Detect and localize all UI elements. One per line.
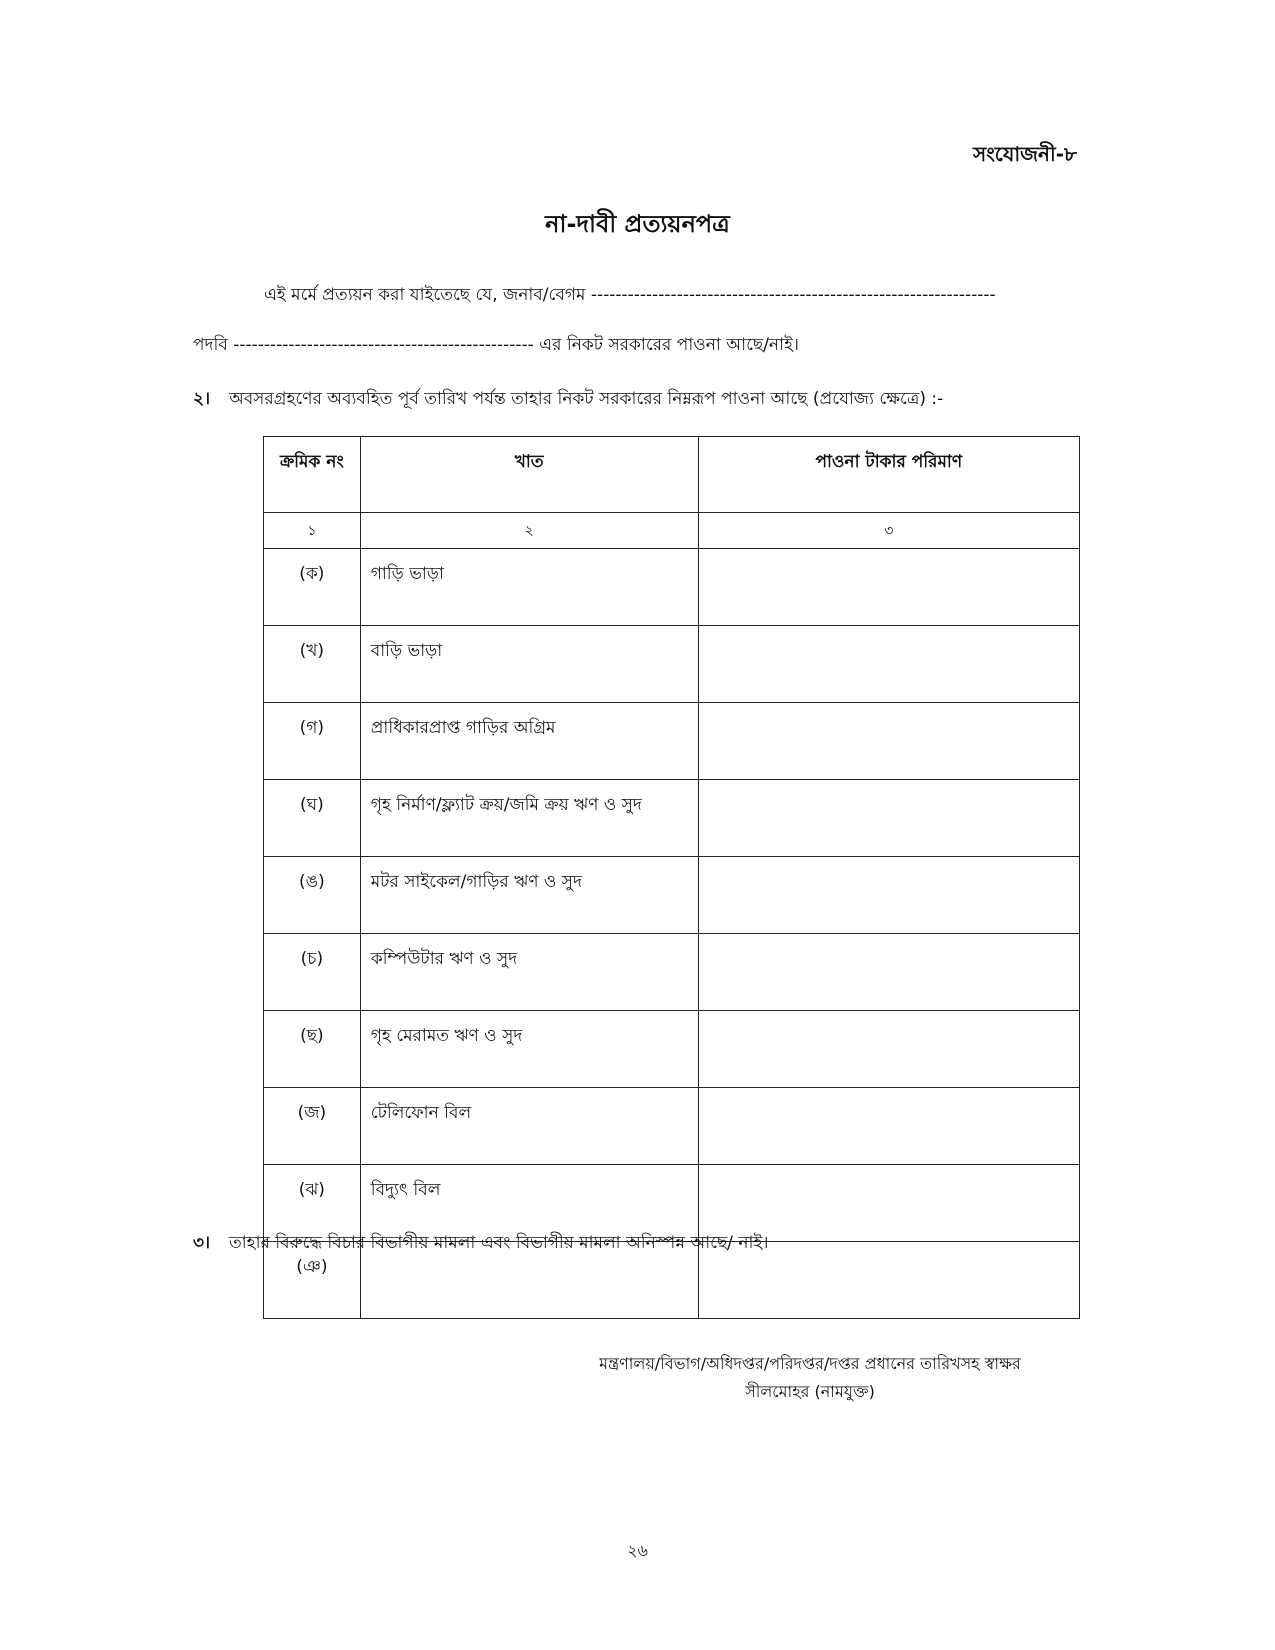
amount-cell[interactable]	[698, 703, 1079, 780]
column-number-3: ৩	[698, 513, 1079, 549]
serial-cell: (ঙ)	[264, 857, 361, 934]
paragraph-2	[193, 386, 943, 414]
column-number-row	[264, 513, 1080, 549]
item-cell: গৃহ নির্মাণ/ফ্ল্যাট ক্রয়/জমি ক্রয় ঋণ ও সুদ	[360, 780, 698, 857]
amount-cell[interactable]	[698, 626, 1079, 703]
header-serial: ক্রমিক নং	[264, 437, 361, 513]
serial-cell: (খ)	[264, 626, 361, 703]
amount-cell[interactable]	[698, 549, 1079, 626]
amount-cell[interactable]	[698, 934, 1079, 1011]
designation-line: পদবি ------------------------------------------------- এর নিকট সরকারের পাওনা আছে/নাই।	[193, 335, 799, 355]
table-header-row	[264, 437, 1080, 513]
signature-line-2: সীলমোহর (নামযুক্ত)	[745, 1382, 875, 1401]
signature-line-1: মন্ত্রণালয়/বিভাগ/অধিদপ্তর/পরিদপ্তর/দপ্তর প্রধানের তারিখসহ স্বাক্ষর	[599, 1354, 1021, 1373]
table-row	[264, 780, 1080, 857]
table-row	[264, 857, 1080, 934]
item-cell: প্রাধিকারপ্রাপ্ত গাড়ির অগ্রিম	[360, 703, 698, 780]
table-row	[264, 626, 1080, 703]
amount-cell[interactable]	[698, 857, 1079, 934]
annex-label: সংযোজনী-৮	[972, 142, 1077, 166]
item-cell: বাড়ি ভাড়া	[360, 626, 698, 703]
item-cell: গৃহ মেরামত ঋণ ও সুদ	[360, 1011, 698, 1088]
page-title: না-দাবী প্রত্যয়নপত্র	[545, 210, 730, 238]
paragraph-3-text: তাহার বিরুদ্ধে বিচার বিভাগীয় মামলা এবং বিভাগীয় মামলা অনিস্পন্ন আছে/ নাই।	[229, 1233, 769, 1253]
serial-cell: (ঘ)	[264, 780, 361, 857]
table-row	[264, 934, 1080, 1011]
column-number-1: ১	[264, 513, 361, 549]
paragraph-2-text: অবসরগ্রহণের অব্যবহিত পূর্ব তারিখ পর্যন্ত তাহার নিকট সরকারের নিম্নরূপ পাওনা আছে (প্রযোজ্য ক্ষেত্রে) :-	[229, 389, 944, 409]
header-amount: পাওনা টাকার পরিমাণ	[698, 437, 1079, 513]
serial-cell: (গ)	[264, 703, 361, 780]
column-number-2: ২	[360, 513, 698, 549]
intro-line: এই মর্মে প্রত্যয়ন করা যাইতেছে যে, জনাব/বেগম ------------------------------------------------------------------	[264, 285, 996, 305]
table-row	[264, 1088, 1080, 1165]
serial-cell: (ক)	[264, 549, 361, 626]
item-cell: কম্পিউটার ঋণ ও সুদ	[360, 934, 698, 1011]
table-row	[264, 549, 1080, 626]
signature-block	[570, 1350, 1050, 1406]
item-cell: বিদ্যুৎ বিল	[360, 1165, 698, 1242]
item-cell: টেলিফোন বিল	[360, 1088, 698, 1165]
dues-table	[263, 436, 1080, 1319]
table-row	[264, 703, 1080, 780]
paragraph-3-number: ৩।	[193, 1233, 211, 1253]
item-cell: মটর সাইকেল/গাড়ির ঋণ ও সুদ	[360, 857, 698, 934]
item-cell: গাড়ি ভাড়া	[360, 549, 698, 626]
serial-cell: (জ)	[264, 1088, 361, 1165]
paragraph-2-number: ২।	[193, 389, 211, 409]
table-row	[264, 1011, 1080, 1088]
serial-cell: (চ)	[264, 934, 361, 1011]
serial-cell: (ঝ)	[264, 1165, 361, 1242]
serial-cell: (ঞ)	[264, 1242, 361, 1319]
amount-cell[interactable]	[698, 1088, 1079, 1165]
amount-cell[interactable]	[698, 1011, 1079, 1088]
page-number: ২৬	[627, 1541, 648, 1560]
amount-cell[interactable]	[698, 780, 1079, 857]
serial-cell: (ছ)	[264, 1011, 361, 1088]
header-item: খাত	[360, 437, 698, 513]
paragraph-3	[193, 1230, 768, 1258]
